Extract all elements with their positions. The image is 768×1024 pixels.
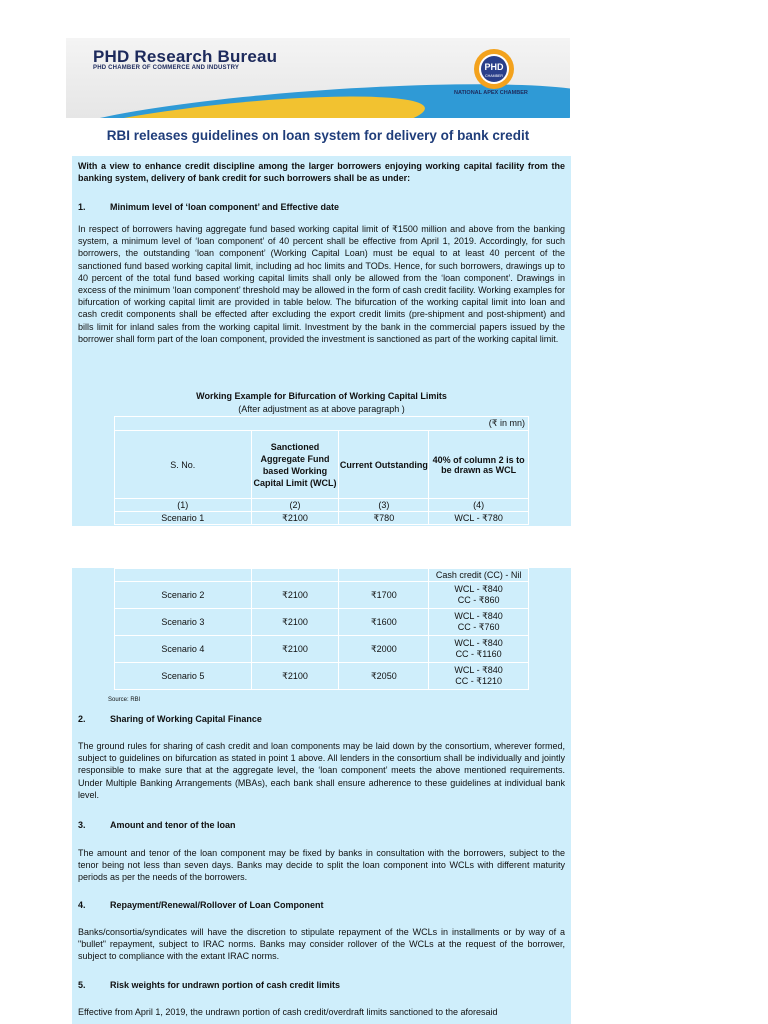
section-number: 1. — [78, 202, 86, 212]
content-box-top — [72, 156, 571, 526]
logo-text: PHD — [484, 62, 504, 72]
section-4-body: Banks/consortia/syndicates will have the discretion to stipulate repayment of the WCLs in installments or by way of a "bullet" repayment, subject to IRAC norms. Banks may consider rollover of the WCLs at the request of the borrower, subject to compliance with the extant IRAC norms. — [78, 927, 565, 962]
section-title: Sharing of Working Capital Finance — [110, 714, 262, 724]
cell-outstanding: ₹2050 — [339, 663, 429, 690]
cell-outstanding: ₹2000 — [339, 636, 429, 663]
header-banner — [66, 38, 570, 118]
section-number: 4. — [78, 900, 86, 910]
col-header-sno: S. No. — [115, 431, 252, 499]
cell-scenario: Scenario 3 — [115, 609, 252, 636]
cell-limit: ₹2100 — [251, 636, 339, 663]
intro-paragraph: With a view to enhance credit discipline among the larger borrowers enjoying working capital facility from the banking system, delivery of bank credit for such borrowers shall be as under: — [78, 161, 565, 184]
brand-name: PHD Research Bureau — [93, 47, 278, 66]
table-unit: (₹ in mn) — [115, 417, 529, 431]
col-num: (1) — [115, 499, 252, 512]
section-3-body: The amount and tenor of the loan component may be fixed by banks in consultation with the borrowers, subject to the tenor being not less than seven days. Banks may decide to split the loan component into WCLs with different maturity periods as per the needs of the borrowers. — [78, 848, 565, 883]
table-source: Source: RBI — [108, 697, 141, 703]
cell-wcl-line: WCL - ₹840 — [454, 584, 503, 594]
section-title: Repayment/Renewal/Rollover of Loan Component — [110, 900, 324, 910]
section-title: Amount and tenor of the loan — [110, 820, 236, 830]
logo-subtext: CHAMBER — [485, 74, 503, 78]
cell-scenario: Scenario 1 — [115, 512, 252, 525]
col-num: (4) — [429, 499, 529, 512]
logo-caption: NATIONAL APEX CHAMBER — [454, 90, 528, 96]
cell-scenario: Scenario 2 — [115, 582, 252, 609]
cell-scenario: Scenario 5 — [115, 663, 252, 690]
section-title: Risk weights for undrawn portion of cash credit limits — [110, 980, 341, 990]
section-number: 3. — [78, 820, 86, 830]
table-row — [115, 582, 529, 609]
cell-cc-line: CC - ₹760 — [457, 622, 500, 632]
cell-cc-line: CC - ₹1160 — [455, 649, 502, 659]
cell-cc-line: CC - ₹860 — [457, 595, 500, 605]
section-1-body: In respect of borrowers having aggregate fund based working capital limit of ₹1500 million and above from the banking system, a minimum level of ‘loan component’ of 40 percent shall be effective from April 1, 2019. Accordingly, for such borrowers, the outstanding ‘loan component’ (Working Capital Loan) must be equal to at least 40 percent of the sanctioned fund based working capital limit, including ad hoc limits and TODs. Hence, for such borrowers, drawings up to 40 percent of the total fund based working capital limits shall only be allowed from the ‘loan component’. Drawings in excess of the minimum ‘loan component’ threshold may be allowed in the form of cash credit facility. Working examples for bifurcation of working capital limit are provided in table below. The bifurcation of the working capital limit into loan and cash credit components shall be effected after excluding the export credit limits (pre-shipment and post-shipment) and bills limit for inland sales from the working capital limit. Investment by the bank in the commercial papers issued by the borrower shall form part of the loan component, provided the investment is sanctioned as part of the working capital limit. — [78, 224, 565, 344]
cell-limit: ₹2100 — [251, 582, 339, 609]
brand-subtitle: PHD CHAMBER OF COMMERCE AND INDUSTRY — [93, 65, 240, 71]
section-number: 2. — [78, 714, 86, 724]
cell-limit: ₹2100 — [251, 609, 339, 636]
col-header-limit: Sanctioned Aggregate Fund based Working Capital Limit (WCL) — [251, 431, 339, 499]
section-5-body: Effective from April 1, 2019, the undrawn portion of cash credit/overdraft limits sanctioned to the aforesaid — [78, 1007, 498, 1017]
cell-wcl-line: WCL - ₹840 — [454, 611, 503, 621]
cell-wcl — [429, 609, 529, 636]
cell-cc: Cash credit (CC) - Nil — [429, 569, 529, 582]
cell-wcl — [429, 636, 529, 663]
table-subtitle: (After adjustment as at above paragraph ) — [238, 404, 405, 414]
table-row — [115, 663, 529, 690]
cell-outstanding: ₹1600 — [339, 609, 429, 636]
bifurcation-table-continued — [114, 568, 529, 690]
cell-limit: ₹2100 — [251, 663, 339, 690]
table-row — [115, 609, 529, 636]
cell-scenario: Scenario 4 — [115, 636, 252, 663]
cell-wcl — [429, 582, 529, 609]
section-2-body: The ground rules for sharing of cash credit and loan components may be laid down by the consortium, wherever formed, subject to guidelines on bifurcation as stated in point 1 above. All lenders in the consortium shall be individually and jointly responsible to make sure that at the aggregate level, the ‘loan component’ meets the above mentioned requirements. Under Multiple Banking Arrangements (MBAs), each bank shall ensure adherence to these guidelines at individual bank level. — [78, 741, 565, 800]
cell-cc-line: CC - ₹1210 — [455, 676, 502, 686]
bifurcation-table — [114, 416, 529, 525]
cell-wcl — [429, 663, 529, 690]
cell-wcl: WCL - ₹780 — [429, 512, 529, 525]
cell-outstanding: ₹1700 — [339, 582, 429, 609]
section-number: 5. — [78, 980, 86, 990]
col-num: (2) — [251, 499, 339, 512]
col-header-outstanding: Current Outstanding — [339, 431, 429, 499]
cell-wcl-line: WCL - ₹840 — [454, 665, 503, 675]
cell-outstanding: ₹780 — [339, 512, 429, 525]
cell-limit: ₹2100 — [251, 512, 339, 525]
content-box-bottom — [72, 568, 571, 1024]
table-row — [115, 636, 529, 663]
cell-wcl-line: WCL - ₹840 — [454, 638, 503, 648]
phd-chamber-logo — [473, 48, 515, 90]
table-title: Working Example for Bifurcation of Working Capital Limits — [196, 391, 447, 401]
col-header-wcl: 40% of column 2 is to be drawn as WCL — [429, 431, 529, 499]
table-row — [115, 512, 529, 525]
section-title: Minimum level of ‘loan component’ and Effective date — [110, 202, 340, 212]
col-num: (3) — [339, 499, 429, 512]
page-title: RBI releases guidelines on loan system for delivery of bank credit — [106, 128, 530, 143]
